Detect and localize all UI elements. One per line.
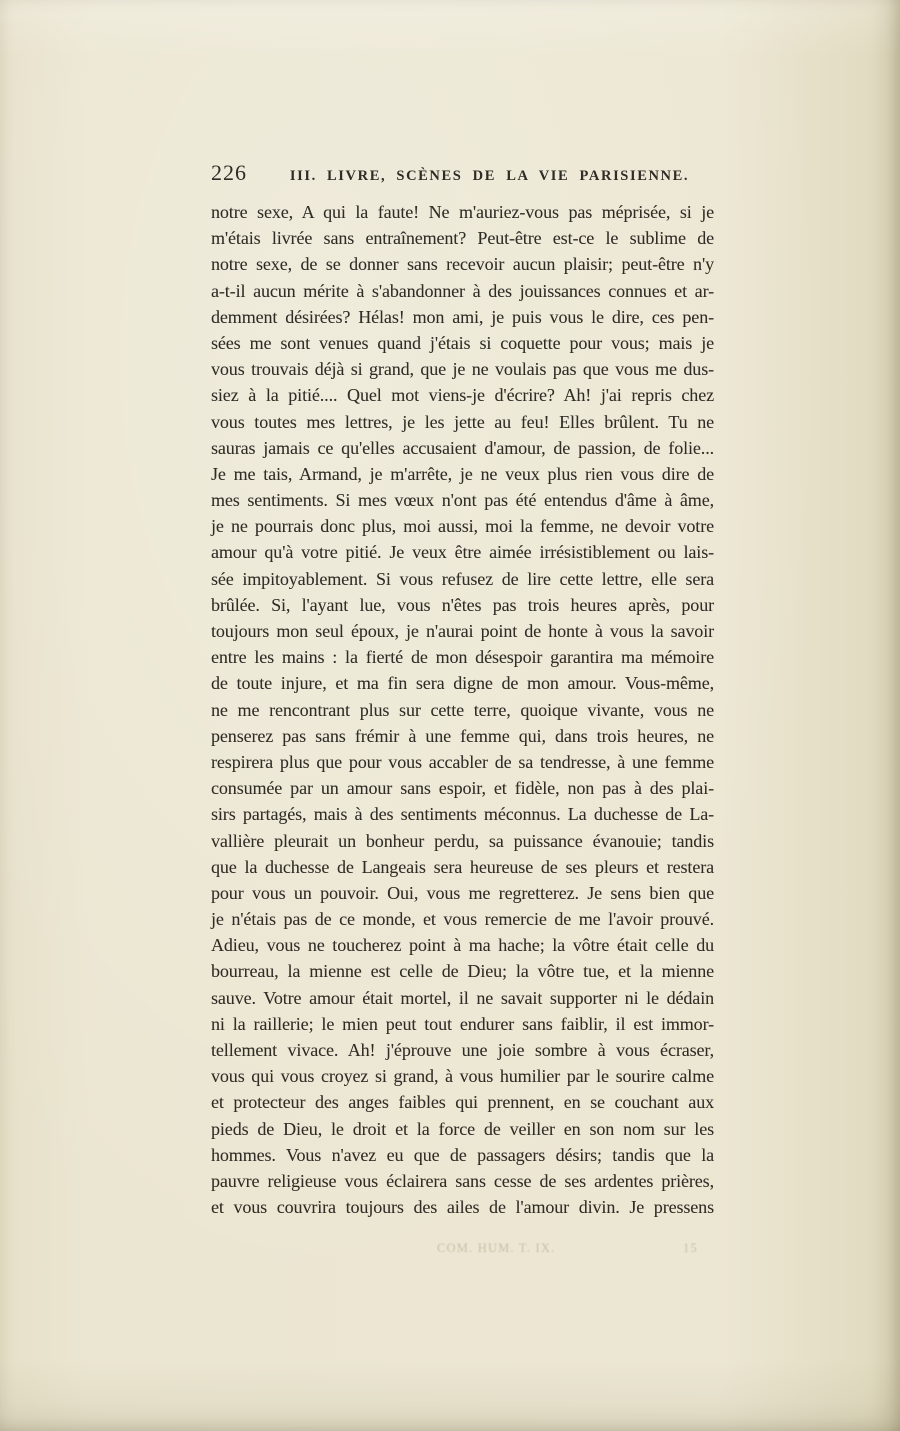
text-line: Adieu, vous ne toucherez point à ma hache; la vôtre était celle du	[211, 935, 714, 956]
text-line: notre sexe, de se donner sans recevoir aucun plaisir; peut-être n'y	[211, 254, 714, 275]
text-line: sée impitoyablement. Si vous refusez de lire cette lettre, elle sera	[211, 568, 714, 589]
text-line: penserez pas sans frémir à une femme qui, dans trois heures, ne	[211, 725, 714, 746]
text-line: mes sentiments. Si mes vœux n'ont pas été entendus d'âme à âme,	[211, 490, 714, 511]
text-line: vallière pleurait un bonheur perdu, sa puissance évanouie; tandis	[211, 830, 714, 851]
text-line: pauvre religieuse vous éclairera sans cesse de ses ardentes prières,	[211, 1170, 714, 1191]
text-line: sauve. Votre amour était mortel, il ne savait supporter ni le dédain	[211, 987, 714, 1008]
text-line: entre les mains : la fierté de mon désespoir garantira ma mémoire	[211, 647, 714, 668]
page-header	[211, 160, 714, 186]
text-line: ni la raillerie; le mien peut tout endurer sans faiblir, il est immor-	[211, 1013, 714, 1034]
text-line: vous trouvais déjà si grand, que je ne voulais pas que vous me dus-	[211, 359, 714, 380]
bleed-through-text	[211, 1241, 714, 1261]
text-line: que la duchesse de Langeais sera heureuse de ses pleurs et restera	[211, 856, 714, 877]
text-line: de toute injure, et ma fin sera digne de mon amour. Vous-même,	[211, 673, 714, 694]
text-line: pieds de Dieu, le droit et la force de veiller en son nom sur les	[211, 1118, 714, 1139]
text-line: hommes. Vous n'avez eu que de passagers désirs; tandis que la	[211, 1144, 714, 1165]
text-line: sirs partagés, mais à des sentiments méconnus. La duchesse de La-	[211, 804, 714, 825]
text-line: respirera plus que pour vous accabler de sa tendresse, à une femme	[211, 751, 714, 772]
bleed-through-sheet-number: 15	[683, 1241, 698, 1255]
text-line: je ne pourrais donc plus, moi aussi, moi la femme, ne devoir votre	[211, 516, 714, 537]
text-line: vous qui vous croyez si grand, à vous humilier par le sourire calme	[211, 1066, 714, 1087]
text-line: bourreau, la mienne est celle de Dieu; la vôtre tue, et la mienne	[211, 961, 714, 982]
text-line: et protecteur des anges faibles qui prennent, en se couchant aux	[211, 1092, 714, 1113]
text-line: siez à la pitié.... Quel mot viens-je d'écrire? Ah! j'ai repris chez	[211, 385, 714, 406]
running-title: III. LIVRE, SCÈNES DE LA VIE PARISIENNE.	[289, 168, 690, 184]
text-line: brûlée. Si, l'ayant lue, vous n'êtes pas trois heures après, pour	[211, 594, 714, 615]
text-line: toujours mon seul époux, je n'aurai point de honte à vous la savoir	[211, 621, 714, 641]
bleed-through-signature: COM. HUM. T. IX.	[437, 1241, 556, 1255]
text-line: demment désirées? Hélas! mon ami, je puis vous le dire, ces pen-	[211, 306, 714, 327]
text-line: sées me sont venues quand j'étais si coquette pour vous; mais je	[211, 332, 714, 353]
body-text	[211, 199, 714, 1220]
text-line: m'étais livrée sans entraînement? Peut-être est-ce le sublime de	[211, 228, 714, 249]
text-line: tellement vivace. Ah! j'éprouve une joie sombre à vous écraser,	[211, 1040, 714, 1060]
text-line: amour qu'à votre pitié. Je veux être aimée irrésistiblement ou lais-	[211, 542, 714, 563]
text-line: ne me rencontrant plus sur cette terre, quoique vivante, vous ne	[211, 699, 714, 720]
text-line: je n'étais pas de ce monde, et vous remercie de me l'avoir prouvé.	[211, 909, 714, 930]
text-line: Je me tais, Armand, je m'arrête, je ne veux plus rien vous dire de	[211, 463, 714, 484]
text-line: a-t-il aucun mérite à s'abandonner à des jouissances connues et ar-	[211, 280, 714, 301]
text-line: consumée par un amour sans espoir, et fidèle, non pas à des plai-	[211, 778, 714, 799]
text-line: notre sexe, A qui la faute! Ne m'auriez-vous pas méprisée, si je	[211, 202, 714, 222]
text-line: sauras jamais ce qu'elles accusaient d'amour, de passion, de folie...	[211, 437, 714, 458]
page-number: 226	[211, 160, 247, 185]
text-line: vous toutes mes lettres, je les jette au feu! Elles brûlent. Tu ne	[211, 411, 714, 432]
text-line: et vous couvrira toujours des ailes de l'amour divin. Je pressens	[211, 1197, 714, 1218]
text-line: pour vous un pouvoir. Oui, vous me regretterez. Je sens bien que	[211, 882, 714, 903]
